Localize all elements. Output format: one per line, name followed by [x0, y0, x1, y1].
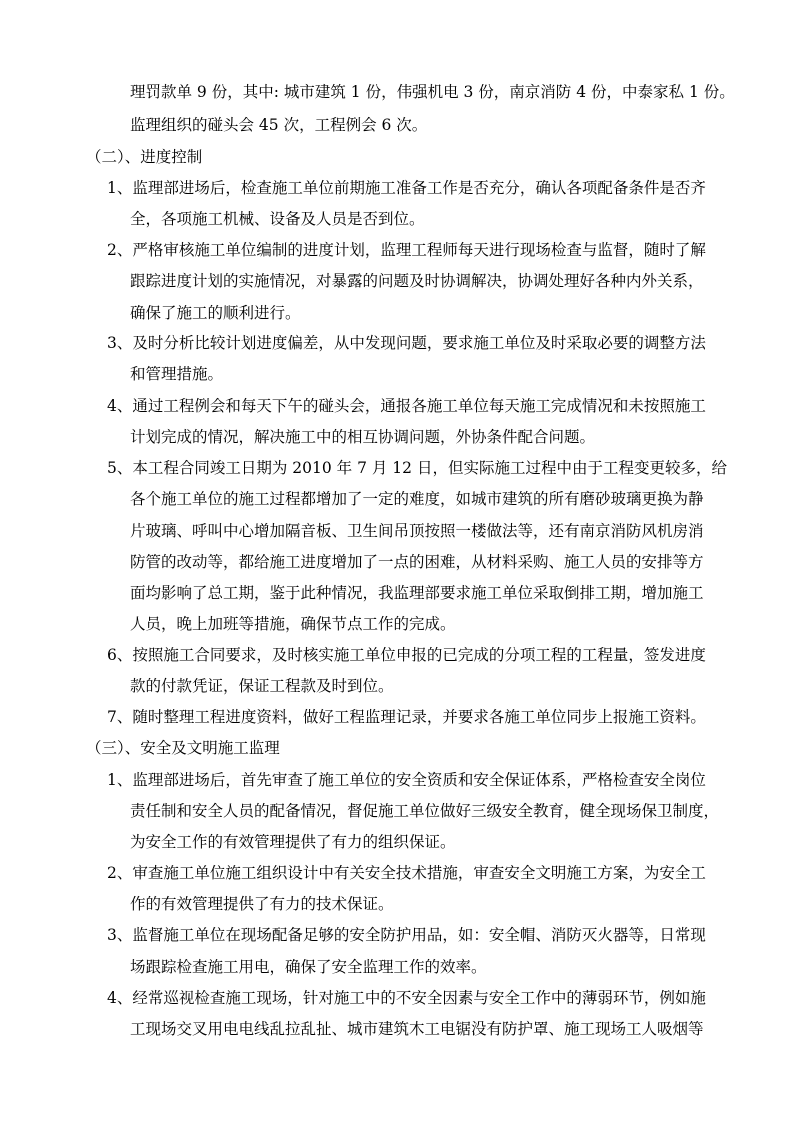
intro-line-1: 理罚款单 9 份，其中: 城市建筑 1 份，伟强机电 3 份，南京消防 4 份，中泰家私 1 份。	[130, 83, 735, 101]
item-line: 工现场交叉用电电线乱拉乱扯、城市建筑木工电锯没有防护罩、施工现场工人吸烟等	[130, 1020, 704, 1038]
item-line: 作的有效管理提供了有力的技术保证。	[130, 895, 394, 913]
item-line: 和管理措施。	[130, 365, 224, 383]
item-line: 2、审查施工单位施工组织设计中有关安全技术措施，审查安全文明施工方案，为安全工	[107, 864, 706, 882]
section-heading-safety-supervision: （三）、安全及文明施工监理	[86, 739, 280, 757]
item-line: 2、严格审核施工单位编制的进度计划，监理工程师每天进行现场检查与监督，随时了解	[107, 241, 706, 259]
item-line: 责任制和安全人员的配备情况，督促施工单位做好三级安全教育，健全现场保卫制度，	[130, 802, 720, 820]
item-line: 1、监理部进场后，检查施工单位前期施工准备工作是否充分，确认各项配备条件是否齐	[107, 179, 706, 197]
item-line: 各个施工单位的施工过程都增加了一定的难度，如城市建筑的所有磨砂玻璃更换为静	[130, 490, 704, 508]
item-line: 4、通过工程例会和每天下午的碰头会，通报各施工单位每天施工完成情况和未按照施工	[107, 397, 706, 415]
item-line: 为安全工作的有效管理提供了有力的组织保证。	[130, 833, 456, 851]
item-line: 确保了施工的顺利进行。	[130, 304, 301, 322]
item-line: 场跟踪检查施工用电，确保了安全监理工作的效率。	[130, 958, 487, 976]
item-line: 人员，晚上加班等措施，确保节点工作的完成。	[130, 615, 456, 633]
section-heading-progress-control: （二）、进度控制	[86, 148, 203, 166]
item-line: 5、本工程合同竣工日期为 2010 年 7 月 12 日，但实际施工过程中由于工程变更较多，给	[107, 459, 727, 477]
item-line: 面均影响了总工期，鉴于此种情况，我监理部要求施工单位采取倒排工期，增加施工	[130, 584, 704, 602]
item-line: 6、按照施工合同要求，及时核实施工单位申报的已完成的分项工程的工程量，签发进度	[107, 646, 706, 664]
item-line: 计划完成的情况，解决施工中的相互协调问题，外协条件配合问题。	[130, 428, 596, 446]
item-line: 防管的改动等，都给施工进度增加了一点的困难，从材料采购、施工人员的安排等方	[130, 553, 704, 571]
item-line: 片玻璃、呼叫中心增加隔音板、卫生间吊顶按照一楼做法等，还有南京消防风机房消	[130, 522, 704, 540]
item-line: 3、及时分析比较计划进度偏差，从中发现问题，要求施工单位及时采取必要的调整方法	[107, 334, 706, 352]
intro-line-2: 监理组织的碰头会 45 次，工程例会 6 次。	[130, 116, 428, 134]
item-line: 3、监督施工单位在现场配备足够的安全防护用品，如：安全帽、消防灭火器等，日常现	[107, 926, 706, 944]
item-line: 跟踪进度计划的实施情况，对暴露的问题及时协调解决，协调处理好各种内外关系，	[130, 272, 704, 290]
item-line: 全，各项施工机械、设备及人员是否到位。	[130, 210, 425, 228]
item-line: 1、监理部进场后，首先审查了施工单位的安全资质和安全保证体系，严格检查安全岗位	[107, 771, 706, 789]
item-line: 款的付款凭证，保证工程款及时到位。	[130, 677, 394, 695]
item-line: 7、随时整理工程进度资料，做好工程监理记录，并要求各施工单位同步上报施工资料。	[107, 708, 706, 726]
item-line: 4、经常巡视检查施工现场，针对施工中的不安全因素与安全工作中的薄弱环节，例如施	[107, 989, 706, 1007]
